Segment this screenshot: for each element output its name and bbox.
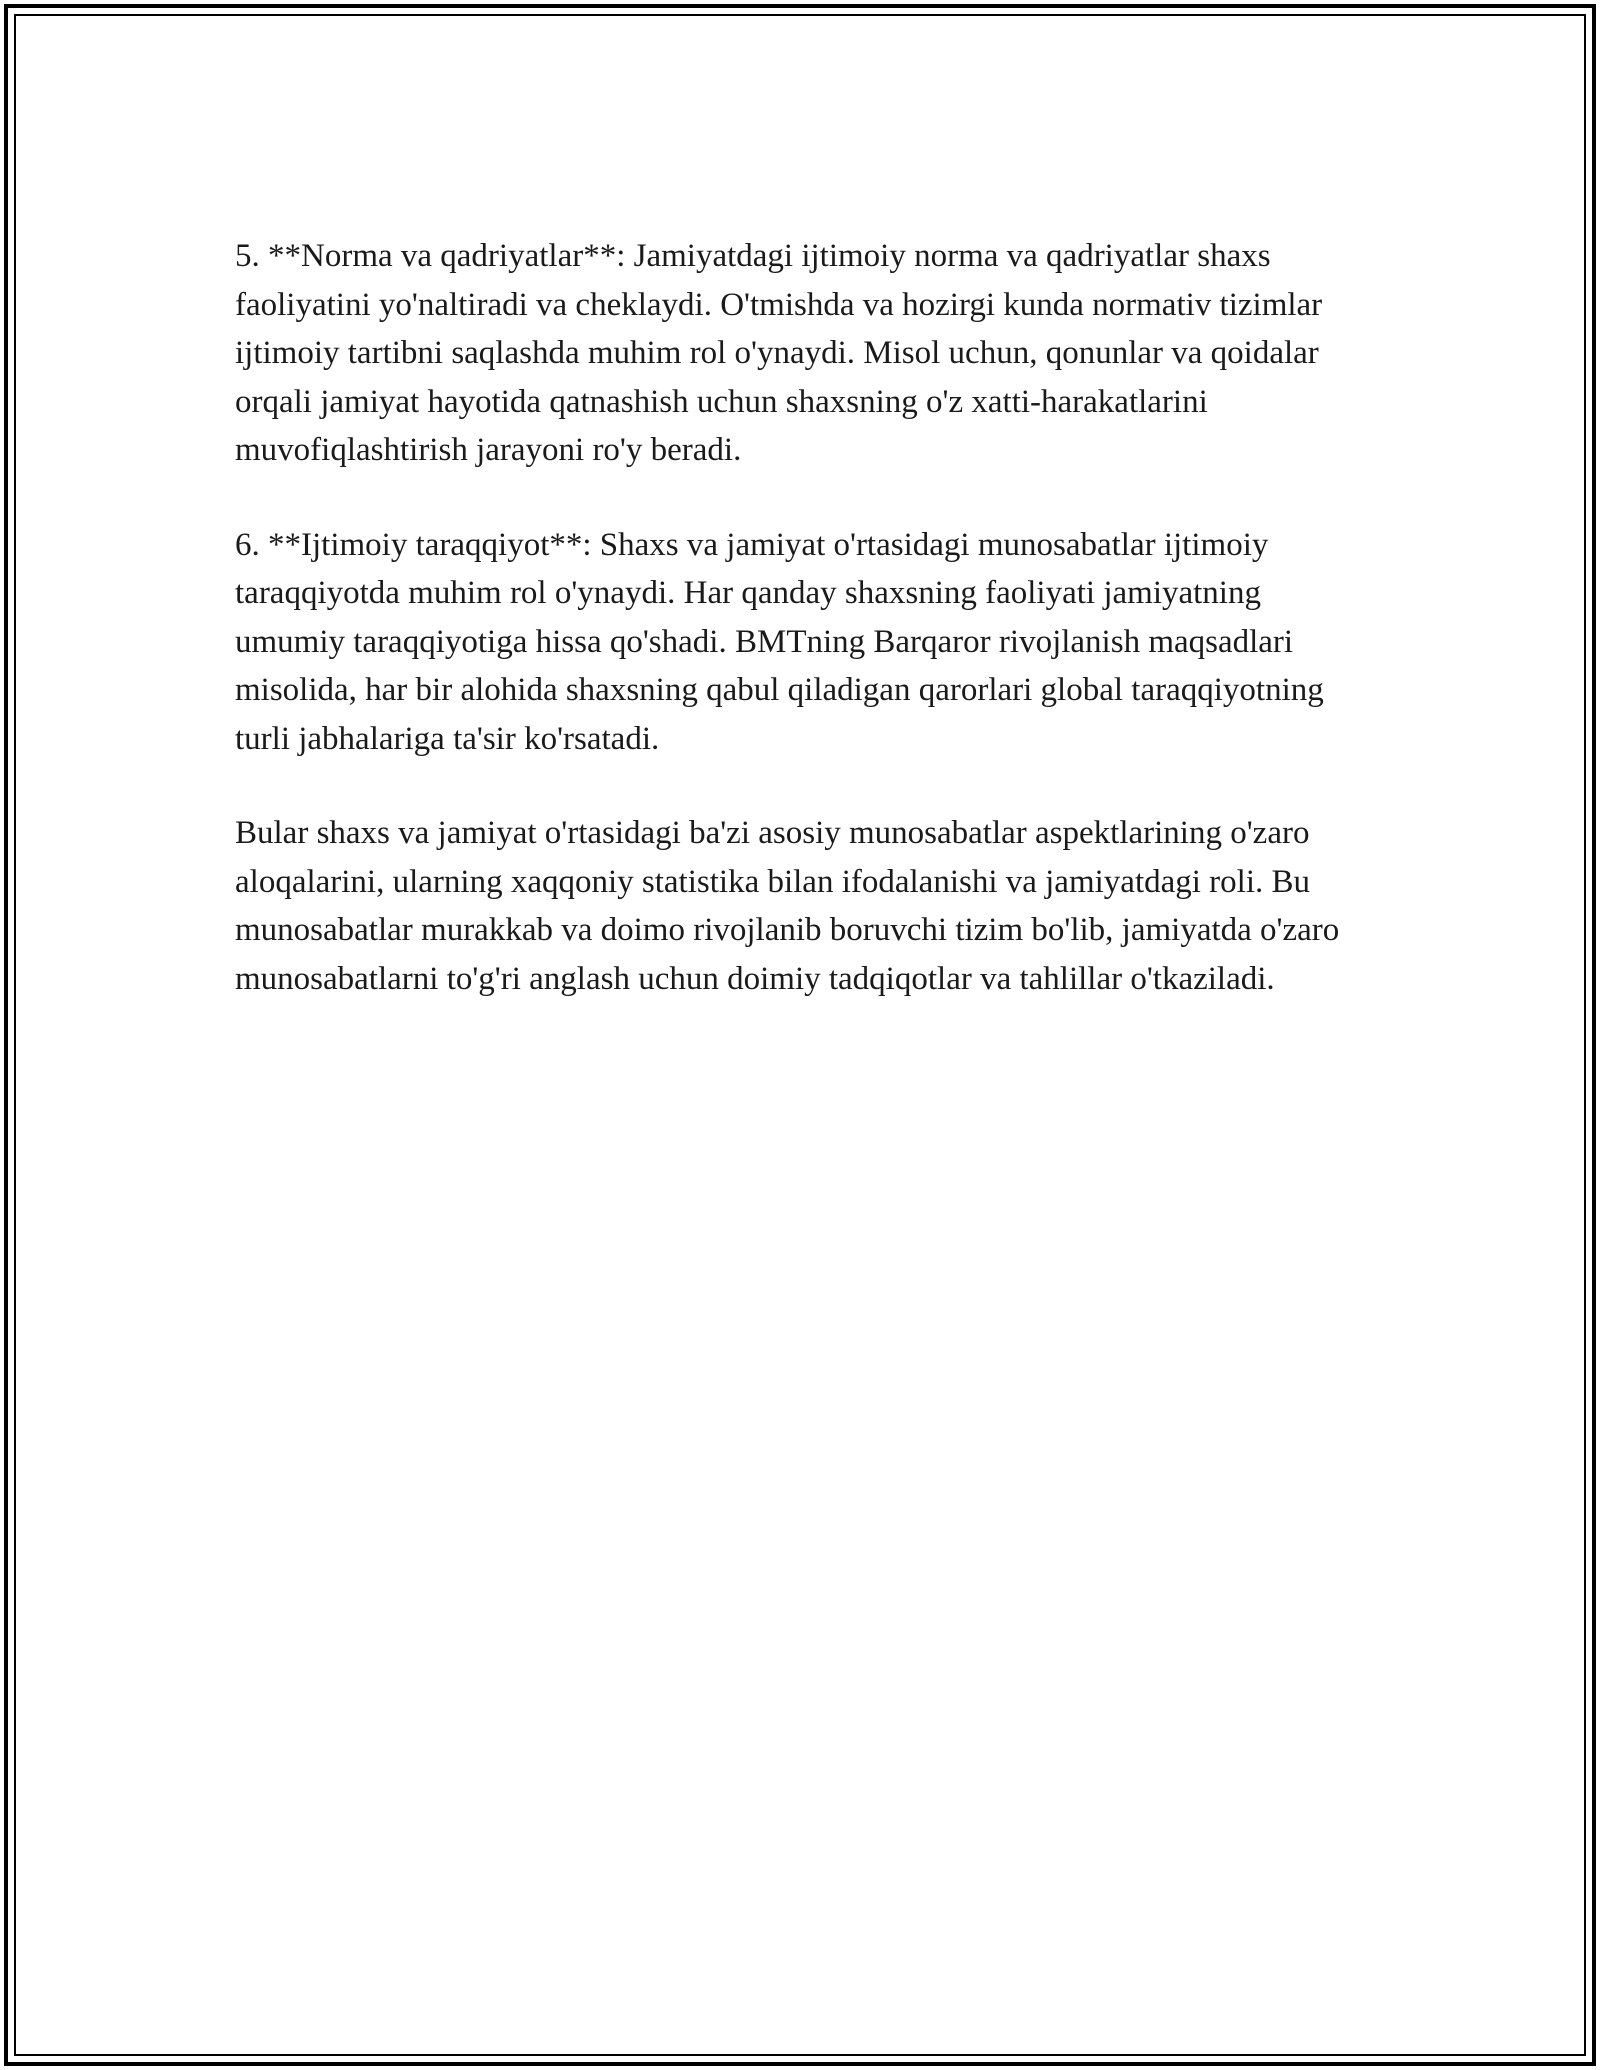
document-body bbox=[235, 232, 1360, 1049]
paragraph-norma-va-qadriyatlar: 5. **Norma va qadriyatlar**: Jamiyatdagi ijtimoiy norma va qadriyatlar shaxs faoliyatini yo'naltiradi va cheklaydi. O'tmishda va hozirgi kunda normativ tizimlar ijtimoiy tartibni saqlashda muhim rol o'ynaydi. Misol uchun, qonunlar va qoidalar orqali jamiyat hayotida qatnashish uchun shaxsning o'z xatti-harakatlarini muvofiqlashtirish jarayoni ro'y beradi. bbox=[235, 238, 1323, 468]
paragraph-conclusion: Bular shaxs va jamiyat o'rtasidagi ba'zi asosiy munosabatlar aspektlarining o'zaro aloqalarini, ularning xaqqoniy statistika bilan ifodalanishi va jamiyatdagi roli. Bu munosabatlar murakkab va doimo rivojlanib boruvchi tizim bo'lib, jamiyatda o'zaro munosabatlarni to'g'ri anglash uchun doimiy tadqiqotlar va tahlillar o'tkaziladi. bbox=[235, 815, 1340, 997]
paragraph-ijtimoiy-taraqqiyot: 6. **Ijtimoiy taraqqiyot**: Shaxs va jamiyat o'rtasidagi munosabatlar ijtimoiy taraqqiyotda muhim rol o'ynaydi. Har qanday shaxsning faoliyati jamiyatning umumiy taraqqiyotiga hissa qo'shadi. BMTning Barqaror rivojlanish maqsadlari misolida, har bir alohida shaxsning qabul qiladigan qarorlari global taraqqiyotning turli jabhalariga ta'sir ko'rsatadi. bbox=[235, 526, 1324, 757]
